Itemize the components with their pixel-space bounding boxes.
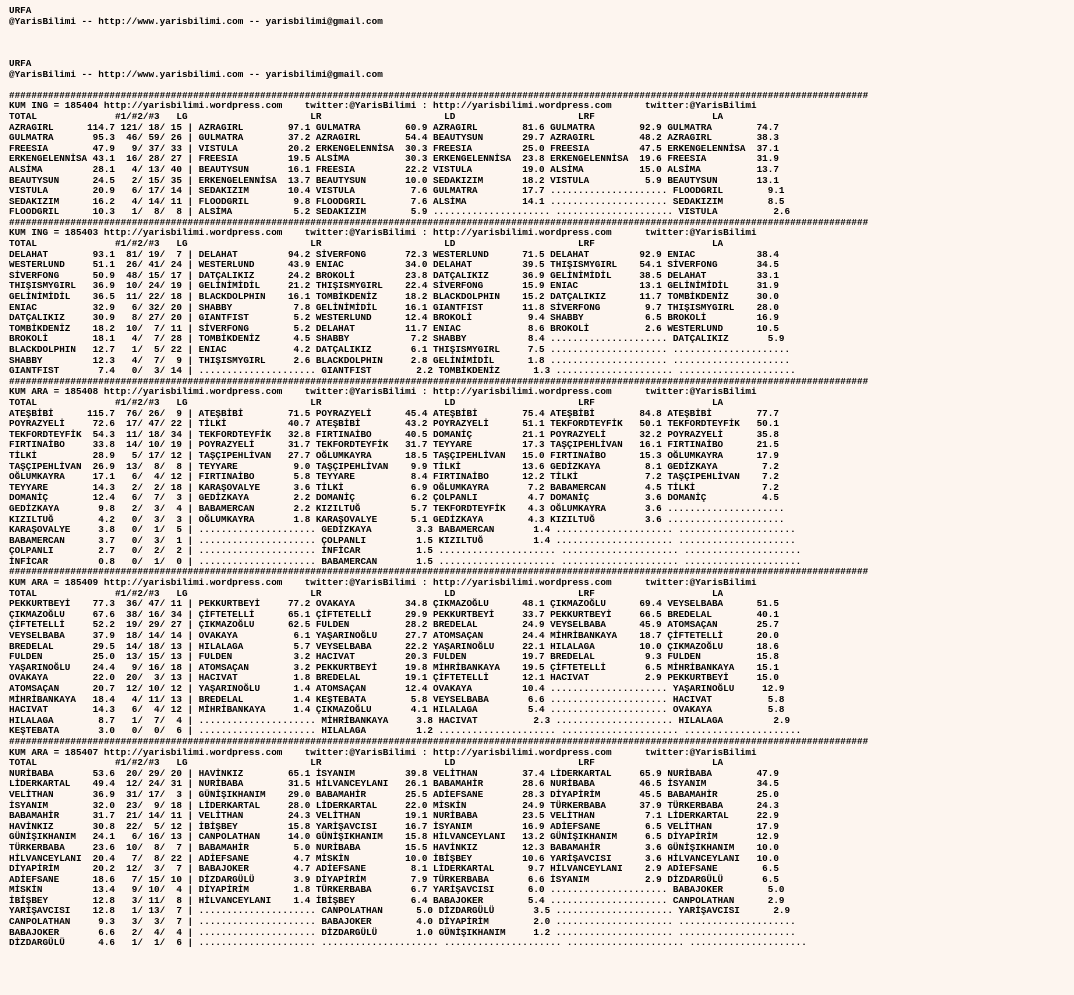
column-header: TOTAL #1/#2/#3 LG LR LD LRF LA [9, 396, 724, 408]
table-row: ATOMSAÇAN 20.7 12/ 10/ 12 | YAŞARINOĞLU 1.4 ATOMSAÇAN 12.4 OVAKAYA 10.4 ..................... YAŞARINOĞLU 12.9 [9, 683, 785, 694]
table-row: SİVERFONG 50.9 48/ 15/ 17 | DATÇALIKIZ 24.2 BROKOLİ 23.8 DATÇALIKIZ 36.9 GELİNİMİDİL 38.5 DELAHAT 33.1 [9, 269, 779, 281]
table-row: DOMANİÇ 12.4 6/ 7/ 3 | GEDİZKAYA 2.2 DOMANİÇ 6.2 ÇOLPANLI 4.7 DOMANİÇ 3.6 DOMANİÇ 4.5 [9, 492, 779, 504]
column-header: TOTAL #1/#2/#3 LG LR LD LRF LA [9, 238, 724, 250]
table-row: VEYSELBABA 37.9 18/ 14/ 14 | OVAKAYA 6.1 YAŞARINOĞLU 27.7 ATOMSAÇAN 24.4 MİHRİBANKAYA 18.7 ÇİFTETELLİ 20.0 [9, 630, 779, 642]
separator-line: ########################################################################################################################################################## [9, 566, 869, 578]
table-row: TOMBİKDENİZ 18.2 10/ 7/ 11 | SİVERFONG 5.2 DELAHAT 11.7 ENIAC 8.6 BROKOLİ 2.6 WESTERLUND 10.5 [9, 322, 779, 334]
table-row: TAŞÇIPEHLİVAN 26.9 13/ 8/ 8 | TEYYARE 9.0 TAŞÇIPEHLİVAN 9.9 TİLKİ 13.6 GEDİZKAYA 8.1 GEDİZKAYA 7.2 [9, 460, 779, 472]
table-row: ÇIKMAZOĞLU 67.6 38/ 16/ 34 | ÇİFTETELLİ 65.1 ÇİFTETELLİ 29.9 PEKKURTBEYİ 33.7 PEKKURTBEYİ 66.5 BREDELAL 40.1 [9, 608, 779, 620]
table-row: ALSİMA 28.1 4/ 13/ 40 | BEAUTYSUN 16.1 FREESIA 22.2 VISTULA 19.0 ALSİMA 15.0 ALSİMA 13.7 [9, 163, 779, 175]
table-row: NURİBABA 53.6 20/ 29/ 20 | HAVİNKIZ 65.1 İSYANIM 39.8 VELİTHAN 37.4 LİDERKARTAL 65.9 NURİBABA 47.9 [9, 767, 779, 779]
table-row: İBİŞBEY 12.8 3/ 11/ 8 | HİLVANCEYLANI 1.4 İBİŞBEY 6.4 BABAJOKER 5.4 ..................... CANPOLATHAN 2.9 [9, 894, 785, 906]
table-row: DİYAPİRİM 20.2 12/ 3/ 7 | BABAJOKER 4.7 ADİEFSANE 8.1 LİDERKARTAL 9.7 HİLVANCEYLANI 2.9 ADİEFSANE 6.5 [9, 863, 779, 875]
table-row: İSYANIM 32.0 23/ 9/ 18 | LİDERKARTAL 28.0 LİDERKARTAL 22.0 MİSKİN 24.9 TÜRKERBABA 37.9 TÜRKERBABA 24.3 [9, 799, 779, 811]
table-row: OĞLUMKAYRA 17.1 6/ 4/ 12 | FIRTINAİBO 5.8 TEYYARE 8.4 FIRTINAİBO 12.2 TİLKİ 7.2 TAŞÇIPEHLİVAN 7.2 [9, 471, 779, 483]
column-header: TOTAL #1/#2/#3 LG LR LD LRF LA [9, 757, 724, 769]
table-row: GEDİZKAYA 9.8 2/ 3/ 4 | BABAMERCAN 2.2 KIZILTUĞ 5.7 TEKFORDTEYFİK 4.3 OĞLUMKAYRA 3.6 ..................... [9, 502, 785, 514]
blank-line [9, 27, 868, 38]
table-row: FULDEN 25.0 13/ 15/ 13 | FULDEN 3.2 HACIVAT 20.3 FULDEN 19.7 BREDELAL 9.3 FULDEN 15.8 [9, 651, 779, 663]
table-row: AZRAGIRL 114.7 121/ 18/ 15 | AZRAGIRL 97.1 GULMATRA 60.9 AZRAGIRL 81.6 GULMATRA 92.9 GULMATRA 74.7 [9, 121, 779, 133]
table-row: ATEŞBİBİ 115.7 76/ 26/ 9 | ATEŞBİBİ 71.5 POYRAZYELİ 45.4 ATEŞBİBİ 75.4 ATEŞBİBİ 84.8 ATEŞBİBİ 77.7 [9, 407, 779, 419]
table-row: BLACKDOLPHIN 12.7 1/ 5/ 22 | ENIAC 4.2 DATÇALIKIZ 6.1 THIŞISMYGIRL 7.5 ..................... ..................... [9, 344, 791, 355]
table-row: OVAKAYA 22.0 20/ 3/ 13 | HACIVAT 1.8 BREDELAL 19.1 ÇİFTETELLİ 12.1 HACIVAT 2.9 PEKKURTBEYİ 15.0 [9, 672, 779, 684]
header-title: URFA [9, 5, 32, 16]
plain-text-document [9, 6, 868, 949]
table-row: KARAŞOVALYE 3.8 0/ 1/ 5 | ..................... GEDİZKAYA 3.3 BABAMERCAN 1.4 ..................... ..................... [9, 524, 796, 536]
table-row: MİSKİN 13.4 9/ 10/ 4 | DİYAPİRİM 1.8 TÜRKERBABA 6.7 YARİŞAVCISI 6.0 ..................... BABAJOKER 5.0 [9, 884, 785, 896]
table-row: GULMATRA 95.3 46/ 59/ 26 | GULMATRA 37.2 AZRAGIRL 54.4 BEAUTYSUN 29.7 AZRAGIRL 48.2 AZRAGIRL 38.3 [9, 132, 779, 144]
race-header: KUM ARA = 185407 http://yarisbilimi.wordpress.com twitter:@YarisBilimi : http://yarisbilimi.wordpress.com twitter:@YarisBilimi [9, 746, 757, 758]
table-row: ÇOLPANLI 2.7 0/ 2/ 2 | ..................... İNFİCAR 1.5 ..................... ..................... ..................... [9, 545, 802, 557]
table-row: GELİNİMİDİL 36.5 11/ 22/ 18 | BLACKDOLPHIN 16.1 TOMBİKDENİZ 18.2 BLACKDOLPHIN 15.2 DATÇALIKIZ 11.7 TOMBİKDENİZ 30.0 [9, 291, 779, 303]
race-header: KUM ARA = 185409 http://yarisbilimi.wordpress.com twitter:@YarisBilimi : http://yarisbilimi.wordpress.com twitter:@YarisBilimi [9, 577, 757, 589]
table-row: DELAHAT 93.1 81/ 19/ 7 | DELAHAT 94.2 SİVERFONG 72.3 WESTERLUND 71.5 DELAHAT 92.9 ENIAC 38.4 [9, 248, 779, 260]
table-row: TÜRKERBABA 23.6 10/ 8/ 7 | BABAMAHİR 5.0 NURİBABA 15.5 HAVİNKIZ 12.3 BABAMAHİR 3.6 GÜNİŞIKHANIM 10.0 [9, 841, 779, 853]
table-row: BABAMAHİR 31.7 21/ 14/ 11 | VELİTHAN 24.3 VELİTHAN 19.1 NURİBABA 23.5 VELİTHAN 7.1 LİDERKARTAL 22.9 [9, 810, 779, 822]
table-row: DİZDARGÜLÜ 4.6 1/ 1/ 6 | ..................... ..................... ..................... ..................... ..................... [9, 937, 807, 949]
table-row: HILALAGA 8.7 1/ 7/ 4 | ..................... MİHRİBANKAYA 3.8 HACIVAT 2.3 ..................... HILALAGA 2.9 [9, 714, 791, 726]
column-header: TOTAL #1/#2/#3 LG LR LD LRF LA [9, 587, 724, 599]
table-row: VELİTHAN 36.9 31/ 17/ 3 | GÜNİŞIKHANIM 29.0 BABAMAHİR 25.5 ADİEFSANE 28.3 DİYAPİRİM 45.5 BABAMAHİR 25.0 [9, 788, 779, 800]
table-row: KEŞTEBATA 3.0 0/ 0/ 6 | ..................... HILALAGA 1.2 ..................... ..................... ..................... [9, 725, 802, 737]
race-header: KUM ING = 185403 http://yarisbilimi.wordpress.com twitter:@YarisBilimi : http://yarisbilimi.wordpress.com twitter:@YarisBilimi [9, 227, 757, 239]
table-row: PEKKURTBEYİ 77.3 36/ 47/ 11 | PEKKURTBEYİ 77.2 OVAKAYA 34.8 ÇIKMAZOĞLU 48.1 ÇIKMAZOĞLU 69.4 VEYSELBABA 51.5 [9, 598, 779, 610]
race-header: KUM ING = 185404 http://yarisbilimi.wordpress.com twitter:@YarisBilimi : http://yarisbilimi.wordpress.com twitter:@YarisBilimi [9, 100, 757, 112]
table-row: ENIAC 32.9 6/ 32/ 20 | SHABBY 7.8 GELİNİMİDİL 16.1 GIANTFIST 11.8 SİVERFONG 9.7 THIŞISMYGIRL 28.0 [9, 301, 779, 313]
table-row: ÇİFTETELLİ 52.2 19/ 29/ 27 | ÇIKMAZOĞLU 62.5 FULDEN 28.2 BREDELAL 24.9 VEYSELBABA 45.9 ATOMSAÇAN 25.7 [9, 619, 779, 631]
table-row: TİLKİ 28.9 5/ 17/ 12 | TAŞÇIPEHLİVAN 27.7 OĞLUMKAYRA 18.5 TAŞÇIPEHLİVAN 15.0 FIRTINAİBO 15.3 OĞLUMKAYRA 17.9 [9, 449, 779, 461]
table-row: BABAMERCAN 3.7 0/ 3/ 1 | ..................... ÇOLPANLI 1.5 KIZILTUĞ 1.4 ..................... ..................... [9, 534, 796, 546]
table-row: İNFİCAR 0.8 0/ 1/ 0 | ..................... BABAMERCAN 1.5 ..................... ..................... ..................... [9, 555, 802, 567]
table-row: ADİEFSANE 18.6 7/ 15/ 10 | DİZDARGÜLÜ 3.9 DİYAPİRİM 7.9 TÜRKERBABA 6.6 İSYANIM 2.9 DİZDARGÜLÜ 6.5 [9, 873, 779, 885]
column-header: TOTAL #1/#2/#3 LG LR LD LRF LA [9, 110, 724, 122]
separator-line: ########################################################################################################################################################## [9, 216, 869, 228]
race-header: KUM ARA = 185408 http://yarisbilimi.wordpress.com twitter:@YarisBilimi : http://yarisbilimi.wordpress.com twitter:@YarisBilimi [9, 386, 757, 398]
table-row: GIANTFIST 7.4 0/ 3/ 14 | ..................... GIANTFIST 2.2 TOMBİKDENİZ 1.3 ..................... ..................... [9, 365, 796, 377]
table-row: POYRAZYELİ 72.6 17/ 47/ 22 | TİLKİ 40.7 ATEŞBİBİ 43.2 POYRAZYELİ 51.1 TEKFORDTEYFİK 50.1 TEKFORDTEYFİK 50.1 [9, 418, 779, 430]
table-row: MİHRİBANKAYA 18.4 4/ 11/ 13 | BREDELAL 1.4 KEŞTEBATA 5.8 VEYSELBABA 6.6 ..................... HACIVAT 5.8 [9, 693, 785, 705]
table-row: KIZILTUĞ 4.2 0/ 3/ 3 | OĞLUMKAYRA 1.8 KARAŞOVALYE 5.1 GEDİZKAYA 4.3 KIZILTUĞ 3.6 ..................... [9, 513, 785, 525]
table-row: BREDELAL 29.5 14/ 18/ 13 | HILALAGA 5.7 VEYSELBABA 22.2 YAŞARINOĞLU 22.1 HILALAGA 10.0 ÇIKMAZOĞLU 18.6 [9, 640, 779, 652]
table-row: GÜNİŞIKHANIM 24.1 6/ 16/ 13 | CANPOLATHAN 14.0 GÜNİŞIKHANIM 15.8 HİLVANCEYLANI 13.2 GÜNİŞIKHANIM 6.5 DİYAPİRİM 12.9 [9, 831, 779, 843]
header-title: URFA [9, 57, 32, 69]
separator-line: ########################################################################################################################################################## [9, 375, 869, 387]
table-row: TEKFORDTEYFİK 54.3 11/ 18/ 34 | TEKFORDTEYFİK 32.8 FIRTINAİBO 40.5 DOMANİÇ 21.1 POYRAZYELİ 32.2 POYRAZYELİ 35.8 [9, 428, 779, 440]
table-row: BROKOLİ 18.1 4/ 7/ 28 | TOMBİKDENİZ 4.5 SHABBY 7.2 SHABBY 8.4 ..................... DATÇALIKIZ 5.9 [9, 333, 785, 345]
table-row: FREESIA 47.9 9/ 37/ 33 | VISTULA 20.2 ERKENGELENNİSA 30.3 FREESIA 25.0 FREESIA 47.5 ERKENGELENNİSA 37.1 [9, 142, 779, 154]
header-credit: @YarisBilimi -- http://www.yarisbilimi.com -- yarisbilimi@gmail.com [9, 15, 383, 27]
table-row: CANPOLATHAN 9.3 3/ 3/ 7 | ..................... BABAJOKER 4.0 DİYAPİRİM 2.0 ..................... ..................... [9, 916, 796, 928]
table-row: YARİŞAVCISI 12.8 1/ 13/ 7 | ..................... CANPOLATHAN 5.0 DİZDARGÜLÜ 3.5 ..................... YARİŞAVCISI 2.9 [9, 905, 791, 917]
table-row: HİLVANCEYLANI 20.4 7/ 8/ 22 | ADİEFSANE 4.7 MİSKİN 10.0 İBİŞBEY 10.6 YARİŞAVCISI 3.6 HİLVANCEYLANI 10.0 [9, 852, 779, 864]
blank-line [9, 48, 868, 59]
table-row: BEAUTYSUN 24.5 2/ 15/ 35 | ERKENGELENNİSA 13.7 BEAUTYSUN 10.0 SEDAKIZIM 18.2 VISTULA 5.9 BEAUTYSUN 13.1 [9, 174, 779, 186]
table-row: ERKENGELENNİSA 43.1 16/ 28/ 27 | FREESIA 19.5 ALSİMA 30.3 ERKENGELENNİSA 23.8 ERKENGELENNİSA 19.6 FREESIA 31.9 [9, 153, 779, 165]
table-row: YAŞARINOĞLU 24.4 9/ 16/ 18 | ATOMSAÇAN 3.2 PEKKURTBEYİ 19.8 MİHRİBANKAYA 19.5 ÇİFTETELLİ 6.5 MİHRİBANKAYA 15.1 [9, 661, 779, 673]
table-row: THIŞISMYGIRL 36.9 10/ 24/ 19 | GELİNİMİDİL 21.2 THIŞISMYGIRL 22.4 SİVERFONG 15.9 ENIAC 13.1 GELİNİMİDİL 31.9 [9, 280, 779, 292]
table-row: SHABBY 12.3 4/ 7/ 9 | THIŞISMYGIRL 2.6 BLACKDOLPHIN 2.8 GELİNİMİDİL 1.8 ..................... ..................... [9, 354, 791, 366]
table-row: SEDAKIZIM 16.2 4/ 14/ 11 | FLOODGRIL 9.8 FLOODGRIL 7.6 ALSİMA 14.1 ..................... SEDAKIZIM 8.5 [9, 195, 785, 207]
header-credit: @YarisBilimi -- http://www.yarisbilimi.com -- yarisbilimi@gmail.com [9, 68, 383, 80]
results-tables [9, 91, 868, 949]
blank-line [9, 38, 868, 49]
table-row: HACIVAT 14.3 6/ 4/ 12 | MİHRİBANKAYA 1.4 ÇIKMAZOĞLU 4.1 HILALAGA 5.4 ..................... OVAKAYA 5.8 [9, 704, 785, 716]
table-row: VISTULA 20.9 6/ 17/ 14 | SEDAKIZIM 10.4 VISTULA 7.6 GULMATRA 17.7 ..................... FLOODGRIL 9.1 [9, 185, 785, 197]
table-row: WESTERLUND 51.1 26/ 41/ 24 | WESTERLUND 43.9 ENIAC 34.0 DELAHAT 39.5 THIŞISMYGIRL 54.1 SİVERFONG 34.5 [9, 259, 779, 271]
table-row: FLOODGRIL 10.3 1/ 8/ 8 | ALSİMA 5.2 SEDAKIZIM 5.9 ..................... ..................... VISTULA 2.6 [9, 206, 791, 218]
table-row: TEYYARE 14.3 2/ 2/ 18 | KARAŞOVALYE 3.6 TİLKİ 6.9 OĞLUMKAYRA 7.2 BABAMERCAN 4.5 TİLKİ 7.2 [9, 481, 779, 493]
table-row: DATÇALIKIZ 30.9 8/ 27/ 20 | GIANTFIST 5.2 WESTERLUND 12.4 BROKOLİ 9.4 SHABBY 6.5 BROKOLİ 16.9 [9, 312, 779, 324]
separator-line: ########################################################################################################################################################## [9, 89, 869, 101]
table-row: HAVİNKIZ 30.8 22/ 5/ 12 | İBİŞBEY 15.8 YARİŞAVCISI 16.7 İSYANIM 16.9 ADİEFSANE 6.5 VELİTHAN 17.9 [9, 820, 779, 832]
table-row: FIRTINAİBO 33.8 14/ 10/ 19 | POYRAZYELİ 31.7 TEKFORDTEYFİK 31.7 TEYYARE 17.3 TAŞÇIPEHLİVAN 16.1 FIRTINAİBO 21.5 [9, 439, 779, 451]
separator-line: ########################################################################################################################################################## [9, 735, 869, 747]
table-row: LİDERKARTAL 49.4 12/ 24/ 31 | NURİBABA 31.5 HİLVANCEYLANI 26.1 BABAMAHİR 28.6 NURİBABA 46.5 İSYANIM 34.5 [9, 778, 779, 790]
table-row: BABAJOKER 6.6 2/ 4/ 4 | ..................... DİZDARGÜLÜ 1.0 GÜNİŞIKHANIM 1.2 ..................... ..................... [9, 926, 796, 938]
